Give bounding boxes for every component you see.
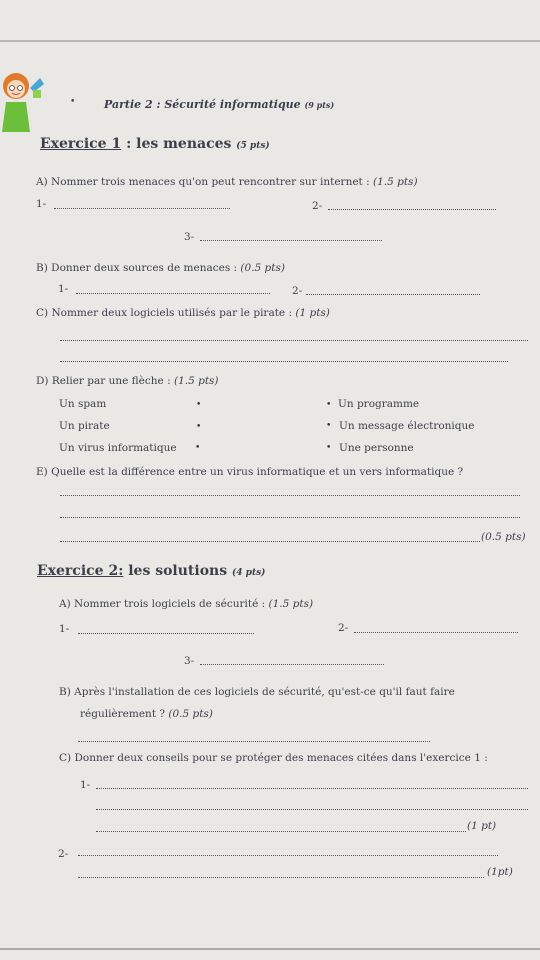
ex1-b-number-2: 2-	[292, 285, 303, 297]
exercise-1-title	[40, 136, 270, 152]
ex1-a-answer-line-1[interactable]	[54, 208, 230, 209]
exercise-1-points: (5 pts)	[236, 141, 270, 151]
ex1-question-b-points: (0.5 pts)	[240, 262, 285, 274]
match-right-dot-2[interactable]: •	[326, 421, 332, 431]
ex1-e-answer-line-3[interactable]	[60, 541, 480, 542]
ex1-a-number-1: 1-	[36, 198, 47, 210]
match-right-dot-1[interactable]: •	[326, 400, 332, 410]
ex1-question-c	[36, 307, 330, 319]
match-right-item-3: Une personne	[339, 442, 414, 454]
ex1-question-a	[36, 176, 418, 188]
match-left-dot-3[interactable]: •	[195, 443, 201, 453]
ex1-question-c-text: C) Nommer deux logiciels utilisés par le pirate :	[36, 307, 296, 319]
ex2-c-number-1: 1-	[80, 779, 91, 791]
ex2-c-number-2: 2-	[58, 848, 69, 860]
bullet-dot: •	[70, 97, 76, 107]
bottom-rule	[0, 948, 540, 950]
student-mascot-icon	[0, 62, 48, 140]
part-points: (9 pts)	[304, 100, 335, 110]
ex2-c-answer-line-2[interactable]	[96, 809, 528, 810]
ex2-a-answer-line-3[interactable]	[200, 664, 384, 665]
part-title-text: Partie 2 : Sécurité informatique	[104, 98, 301, 111]
ex2-question-a-text: A) Nommer trois logiciels de sécurité :	[59, 598, 269, 610]
ex1-question-a-text: A) Nommer trois menaces qu'on peut rencontrer sur internet :	[36, 176, 373, 188]
ex2-c-answer-line-1[interactable]	[96, 788, 528, 789]
ex1-question-e-points: (0.5 pts)	[481, 531, 526, 543]
exercise-1-label: Exercice 1	[40, 136, 122, 152]
ex2-c-points-1: (1 pt)	[467, 820, 497, 832]
ex2-question-a-points: (1.5 pts)	[268, 598, 314, 610]
ex2-b-answer-line[interactable]	[78, 741, 430, 742]
ex2-a-number-2: 2-	[338, 622, 349, 634]
ex2-c-answer-line-3[interactable]	[96, 831, 466, 832]
ex2-c-answer-line-5[interactable]	[78, 877, 484, 878]
ex1-question-d	[36, 375, 219, 387]
ex2-question-a	[59, 598, 313, 610]
exercise-2-subtitle: les solutions	[123, 563, 228, 579]
ex1-a-number-3: 3-	[184, 231, 195, 243]
ex1-c-answer-line-1[interactable]	[60, 340, 528, 341]
ex2-question-b-points: (0.5 pts)	[168, 708, 213, 720]
ex2-a-number-3: 3-	[184, 655, 195, 667]
match-left-dot-1[interactable]: •	[196, 400, 202, 410]
ex2-a-answer-line-2[interactable]	[354, 632, 518, 633]
ex1-question-e: E) Quelle est la différence entre un virus informatique et un vers informatique ?	[36, 466, 464, 478]
ex1-a-number-2: 2-	[312, 200, 323, 212]
ex1-question-d-text: D) Relier par une flèche :	[36, 375, 174, 387]
ex1-question-a-points: (1.5 pts)	[372, 176, 418, 188]
exercise-2-label: Exercice 2:	[37, 563, 124, 579]
exercise-1-subtitle: : les menaces	[121, 136, 232, 152]
ex2-c-answer-line-4[interactable]	[78, 855, 498, 856]
ex2-a-number-1: 1-	[59, 623, 70, 635]
ex1-question-b-text: B) Donner deux sources de menaces :	[36, 262, 241, 274]
ex1-c-answer-line-2[interactable]	[60, 361, 508, 362]
ex2-a-answer-line-1[interactable]	[78, 633, 254, 634]
match-left-dot-2[interactable]: •	[196, 422, 202, 432]
ex1-a-answer-line-3[interactable]	[200, 240, 382, 241]
ex2-question-c: C) Donner deux conseils pour se protéger des menaces citées dans l'exercice 1 :	[59, 752, 488, 764]
ex1-e-answer-line-2[interactable]	[60, 517, 520, 518]
match-left-item-2: Un pirate	[59, 420, 110, 432]
ex1-e-answer-line-1[interactable]	[60, 495, 520, 496]
ex2-question-b-text: régulièrement ?	[80, 708, 169, 720]
ex1-b-answer-line-2[interactable]	[306, 294, 480, 295]
ex1-b-number-1: 1-	[58, 283, 69, 295]
ex1-b-answer-line-1[interactable]	[76, 293, 270, 294]
ex1-question-c-points: (1 pts)	[295, 307, 330, 319]
match-left-item-1: Un spam	[59, 398, 107, 410]
exercise-2-title	[37, 563, 265, 579]
top-rule	[0, 40, 540, 42]
ex1-question-d-points: (1.5 pts)	[173, 375, 219, 387]
match-right-dot-3[interactable]: •	[326, 443, 332, 453]
match-right-item-2: Un message électronique	[339, 420, 475, 432]
part-title	[104, 98, 334, 111]
ex2-question-b-line-2	[80, 708, 213, 720]
ex2-question-b-line-1: B) Après l'installation de ces logiciels de sécurité, qu'est-ce qu'il faut faire	[59, 686, 455, 698]
match-right-item-1: Un programme	[338, 398, 420, 410]
exercise-2-points: (4 pts)	[232, 568, 266, 578]
match-left-item-3: Un virus informatique	[59, 442, 177, 454]
ex2-c-points-2: (1pt)	[487, 866, 513, 878]
ex1-question-b	[36, 262, 285, 274]
ex1-a-answer-line-2[interactable]	[328, 209, 496, 210]
